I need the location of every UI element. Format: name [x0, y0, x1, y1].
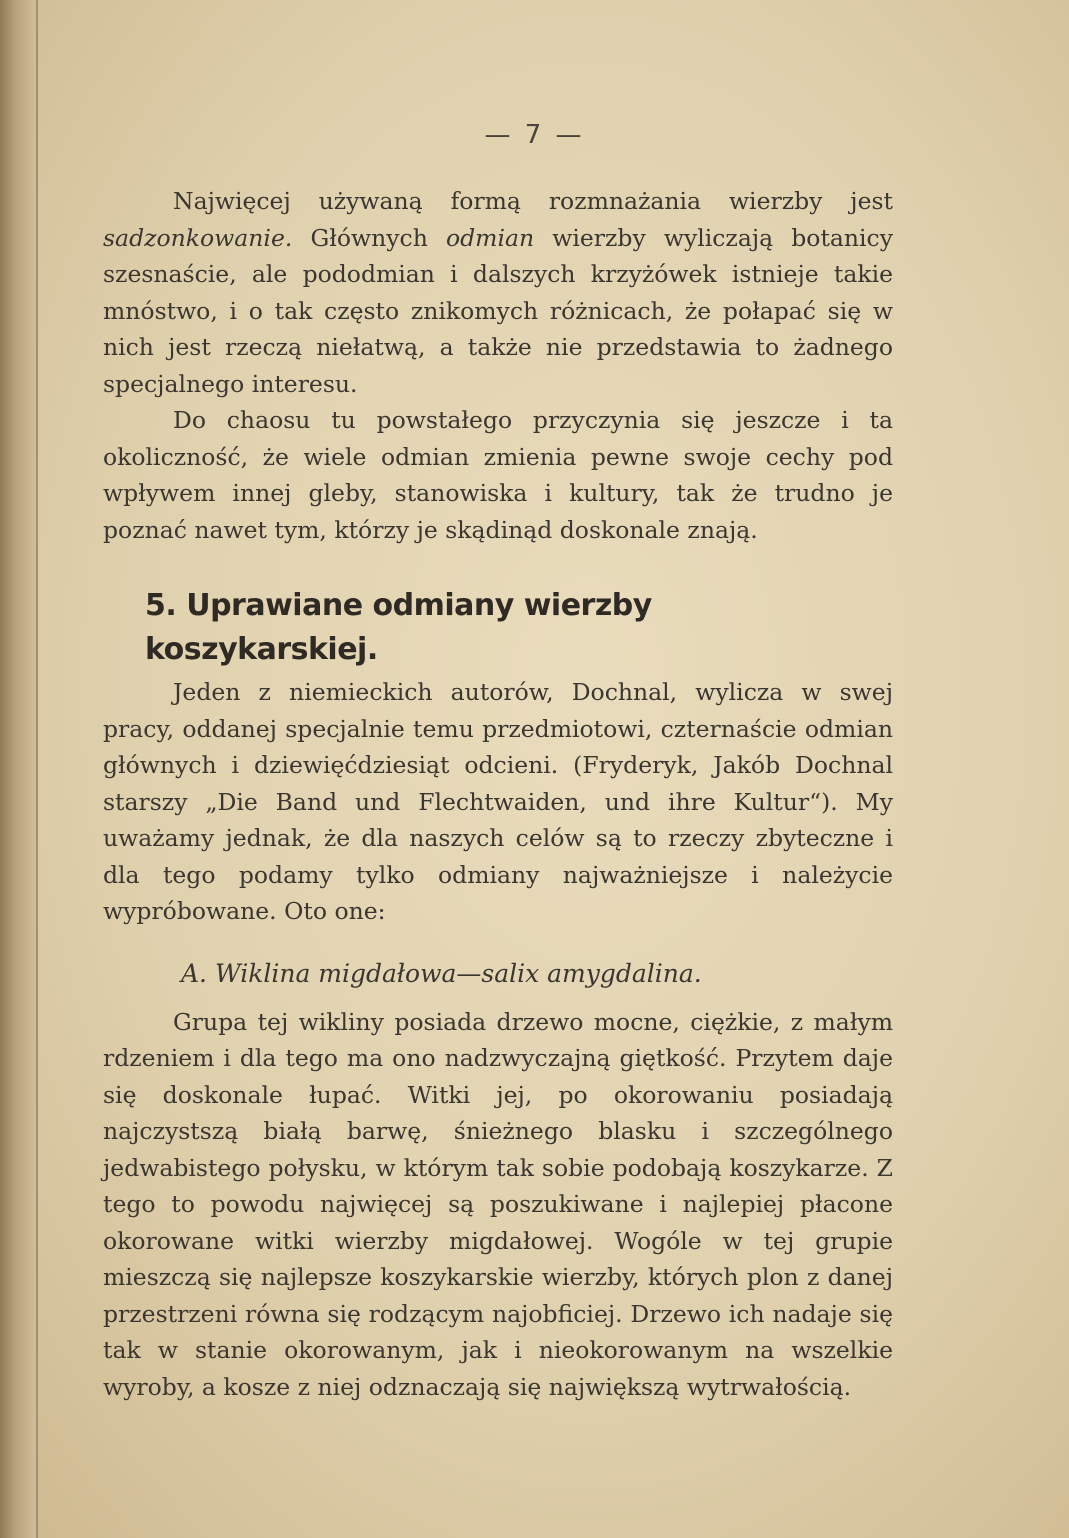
emphasis-sadzonkowanie: sadzonkowanie. — [103, 223, 293, 252]
paragraph-varieties: Jeden z niemieckich autorów, Dochnal, wylicza w swej pracy, oddanej specjalnie temu przedmiotowi, czternaście odmian głównych i dziewięćdziesiąt odcieni. (Fryderyk, Jakób Dochnal starszy „Die Band und Flechtwaiden, und ihre Kultur“). My uważamy jednak, że dla naszych celów są to rzeczy zbyteczne i dla tego podamy tylko odmiany najważniejsze i należycie wypróbowane. Oto one: — [103, 678, 893, 925]
subsection-heading: A. Wiklina migdałowa—salix amygdalina. — [181, 958, 702, 988]
paragraph-text: Najwięcej używaną formą rozmnażania wierzby jest — [173, 187, 893, 215]
paragraph-text: wierzby wyliczają botanicy szesnaście, ale pododmian i dalszych krzyżówek istnieje takie mnóstwo, i o tak często znikomych różnicach, że połapać się w nich jest rzeczą niełatwą, a także nie przedstawia to żadnego specjalnego interesu. — [103, 223, 893, 398]
paragraph-text: Głównych — [292, 223, 446, 252]
page-binding-shadow — [0, 0, 38, 1538]
page-number: — 7 — — [484, 120, 585, 150]
emphasis-odmian: odmian — [445, 223, 535, 252]
binding-edge — [36, 0, 38, 1538]
paragraph-propagation — [103, 183, 893, 402]
section-heading: 5. Uprawiane odmiany wierzby koszykarskiej. — [145, 588, 652, 667]
page-content — [103, 183, 893, 1405]
paragraph-almond-willow: Grupa tej wikliny posiada drzewo mocne, ciężkie, z małym rdzeniem i dla tego ma ono nadzwyczajną giętkość. Przytem daje się doskonale łupać. Witki jej, po okorowaniu posiadają najczystszą białą barwę, śnieżnego blasku i szczególnego jedwabistego połysku, w którym tak sobie podobają koszykarze. Z tego to powodu najwięcej są poszukiwane i najlepiej płacone okorowane witki wierzby migdałowej. Wogóle w tej grupie mieszczą się najlepsze koszykarskie wierzby, których plon z danej przestrzeni równa się rodzącym najobficiej. Drzewo ich nadaje się tak w stanie okorowanym, jak i nieokorowanym na wszelkie wyroby, a kosze z niej odznaczają się największą wytrwałością. — [103, 1007, 893, 1401]
paragraph-chaos: Do chaosu tu powstałego przyczynia się jeszcze i ta okoliczność, że wiele odmian zmienia pewne swoje cechy pod wpływem innej gleby, stanowiska i kultury, tak że trudno je poznać nawet tym, którzy je skądinąd doskonale znają. — [103, 406, 893, 544]
